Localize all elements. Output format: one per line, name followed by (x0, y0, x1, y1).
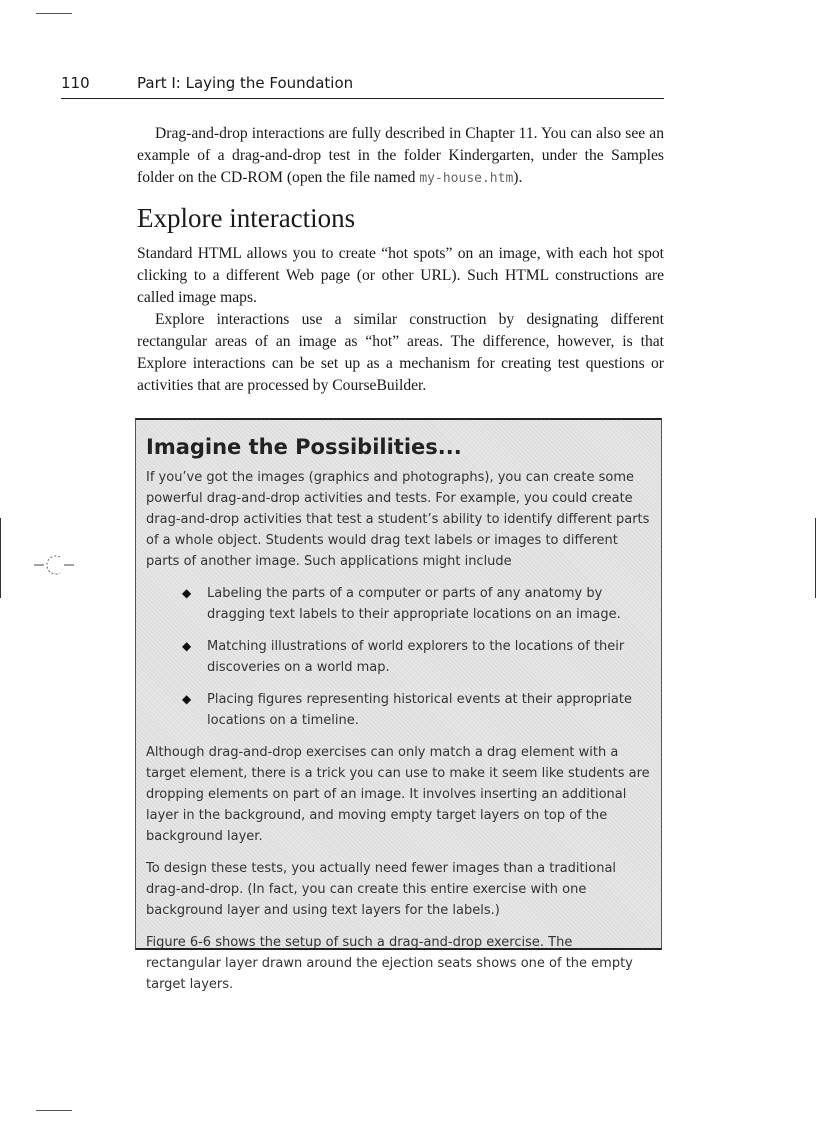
registration-mark-icon (34, 553, 74, 577)
section-body (137, 243, 664, 397)
section-heading: Explore interactions (137, 203, 356, 233)
crop-mark-bottom-left (36, 1110, 72, 1111)
intro-text: Drag-and-drop interactions are fully described in Chapter 11. You can also see an example of a drag-and-drop test in the folder Kindergarten, under the Samples folder on the CD-ROM (open the file named (137, 125, 664, 186)
filename: my-house.htm (419, 171, 514, 186)
body-paragraph: Standard HTML allows you to create “hot spots” on an image, with each hot spot clicking to a different Web page (or other URL). Such HTML constructions are called image maps. (137, 245, 664, 306)
part-title: Part I: Laying the Foundation (137, 74, 354, 92)
running-head (61, 72, 664, 99)
list-item (146, 583, 651, 625)
sidebar-paragraph: To design these tests, you actually need fewer images than a traditional drag-and-drop. (In fact, you can create this entire exercise with one background layer and using text layers for the labels.) (146, 861, 617, 918)
crop-mark-top-left (36, 13, 72, 14)
list-item-text: Placing figures representing historical events at their appropriate locations on a timeline. (207, 692, 632, 728)
diamond-bullet-icon: ◆ (182, 692, 192, 706)
diamond-bullet-icon: ◆ (182, 586, 192, 600)
sidebar-bullet-list (146, 583, 651, 731)
registration-line-left (0, 518, 1, 598)
sidebar-title: Imagine the Possibilities... (146, 435, 462, 459)
list-item-text: Labeling the parts of a computer or parts of any anatomy by dragging text labels to their appropriate locations on an image. (207, 586, 621, 622)
sidebar-paragraph: Figure 6-6 shows the setup of such a drag-and-drop exercise. The rectangular layer drawn around the ejection seats shows one of the empty target layers. (146, 935, 633, 992)
sidebar-intro: If you’ve got the images (graphics and photographs), you can create some powerful drag-and-drop activities and tests. For example, you could create drag-and-drop activities that test a student’s ability to identify different parts of a whole object. Students would drag text labels or images to different parts of another image. Such applications might include (146, 470, 650, 569)
diamond-bullet-icon: ◆ (182, 639, 192, 653)
list-item-text: Matching illustrations of world explorers to the locations of their discoveries on a world map. (207, 639, 625, 675)
sidebar-box (135, 418, 662, 992)
intro-paragraph (137, 123, 664, 190)
list-item (146, 636, 651, 678)
list-item (146, 689, 651, 731)
page-number: 110 (61, 74, 90, 92)
body-paragraph: Explore interactions use a similar construction by designating different rectangular areas of an image as “hot” areas. The difference, however, is that Explore interactions can be set up as a mechanism for creating test questions or activities that are processed by CourseBuilder. (137, 311, 664, 394)
intro-text-end: ). (513, 169, 523, 186)
sidebar-paragraph: Although drag-and-drop exercises can only match a drag element with a target element, there is a trick you can use to make it seem like students are dropping elements on part of an image. It involves inserting an additional layer in the background, and moving empty target layers on top of the background layer. (146, 745, 650, 844)
